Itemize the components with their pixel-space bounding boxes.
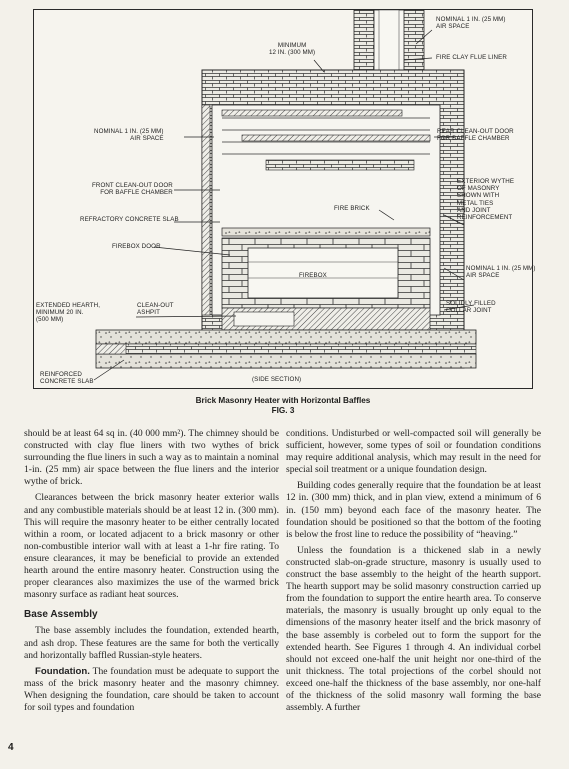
label-minimum-clearance: MINIMUM 12 IN. (300 MM)	[269, 42, 316, 57]
label-refractory-slab: REFRACTORY CONCRETE SLAB	[80, 216, 179, 223]
label-ashpit: CLEAN-OUT ASHPIT	[137, 302, 174, 317]
label-extended-hearth: EXTENDED HEARTH, MINIMUM 20 IN. (500 MM)	[36, 302, 101, 324]
label-air-space-left: NOMINAL 1 IN. (25 MM) AIR SPACE	[94, 128, 164, 143]
label-air-space-right: NOMINAL 1 IN. (25 MM) AIR SPACE	[466, 265, 536, 280]
label-fire-brick: FIRE BRICK	[334, 205, 370, 212]
label-front-cleanout: FRONT CLEAN-OUT DOOR FOR BAFFLE CHAMBER	[92, 182, 173, 197]
paragraph: The base assembly includes the foundation, extended hearth, and ash drop. These features are the same for both the vertically and horizontally baffled Russian-style heaters.	[24, 625, 279, 661]
label-flue-liner: FIRE CLAY FLUE LINER	[436, 54, 507, 61]
paragraph-text: The foundation must be adequate to support the mass of the brick masonry heater and the masonry chimney. When designing the foundation, care should be taken to account for soil types and foundation	[24, 665, 279, 713]
run-in-heading: Foundation.	[35, 665, 90, 677]
paragraph: Building codes generally require that the foundation be at least 12 in. (300 mm) thick, and in plan view, extend a minimum of 6 in. (150 mm) beyond each face of the masonry heater. The foundation should be positioned so that the bottom of the footing is below the frost line to reduce the possibility of “heaving.”	[286, 480, 541, 540]
label-air-space-top: NOMINAL 1 IN. (25 MM) AIR SPACE	[436, 16, 506, 31]
label-exterior-wythe: EXTERIOR WYTHE OF MASONRY SHOWN WITH METAL TIES AND JOINT REINFORCEMENT	[457, 178, 515, 222]
figure-caption	[33, 396, 533, 416]
paragraph: conditions. Undisturbed or well-compacted soil will generally be sufficient, however, some types of soil or foundation conditions may require additional analysis, which may result in the need for special soil treatment or a unique foundation design.	[286, 428, 541, 476]
label-firebox: FIREBOX	[299, 272, 327, 279]
paragraph	[24, 666, 279, 714]
caption-figure-number: FIG. 3	[271, 406, 295, 415]
left-column	[24, 428, 279, 718]
paragraph: Unless the foundation is a thickened slab in a newly constructed slab-on-grade structure, masonry is usually used to construct the base assembly to the height of the hearth support. The hearth support may be solid masonry construction carried up from the foundation to support the entire hearth area. To conserve materials, the masonry is usually brought up only equal to the dimensions of the masonry heater itself and the brick masonry of the base assembly is corbeled out to form the support for the extended hearth. See Figures 1 through 4. An individual corbel should not exceed one-half the unit height nor one-third of the unit thickness. The total projections of the corbel should not exceed one-half the thickness of the base assembly, nor one-half of the thickness of the solid masonry wall forming the base assembly. A further	[286, 544, 541, 714]
section-heading: Base Assembly	[24, 609, 98, 621]
label-firebox-door: FIREBOX DOOR	[112, 243, 161, 250]
label-side-section: (SIDE SECTION)	[252, 376, 302, 383]
label-concrete-slab: REINFORCED CONCRETE SLAB	[40, 371, 94, 386]
paragraph: Clearances between the brick masonry heater exterior walls and any combustible materials should be at least 12 in. (300 mm). This will require the masonry heater to be either centrally located within a room, or located adjacent to a brick masonry or other non-combustible interior wall with at least a 1-hr fire rating. To ensure clearances, it may be beneficial to provide an extended hearth around the entire masonry heater. Construction using the proper clearances also maximizes the use of the warmed brick masonry surface as radiant heat sources.	[24, 492, 279, 601]
label-collar-joint: SOLIDLY FILLED COLLAR JOINT	[446, 300, 496, 315]
label-rear-cleanout: REAR CLEAN-OUT DOOR FOR BAFFLE CHAMBER	[437, 128, 514, 143]
right-column	[286, 428, 541, 718]
figure-3	[33, 9, 536, 389]
paragraph: should be at least 64 sq in. (40 000 mm²). The chimney should be constructed with clay flue liners with two wythes of brick surrounding the flue liners in such a way as to maintain a nominal 1-in. (25 mm) air space between the flue liners and the interior wythe of brick.	[24, 428, 279, 488]
page-number: 4	[8, 742, 14, 753]
caption-title: Brick Masonry Heater with Horizontal Baffles	[195, 396, 371, 405]
